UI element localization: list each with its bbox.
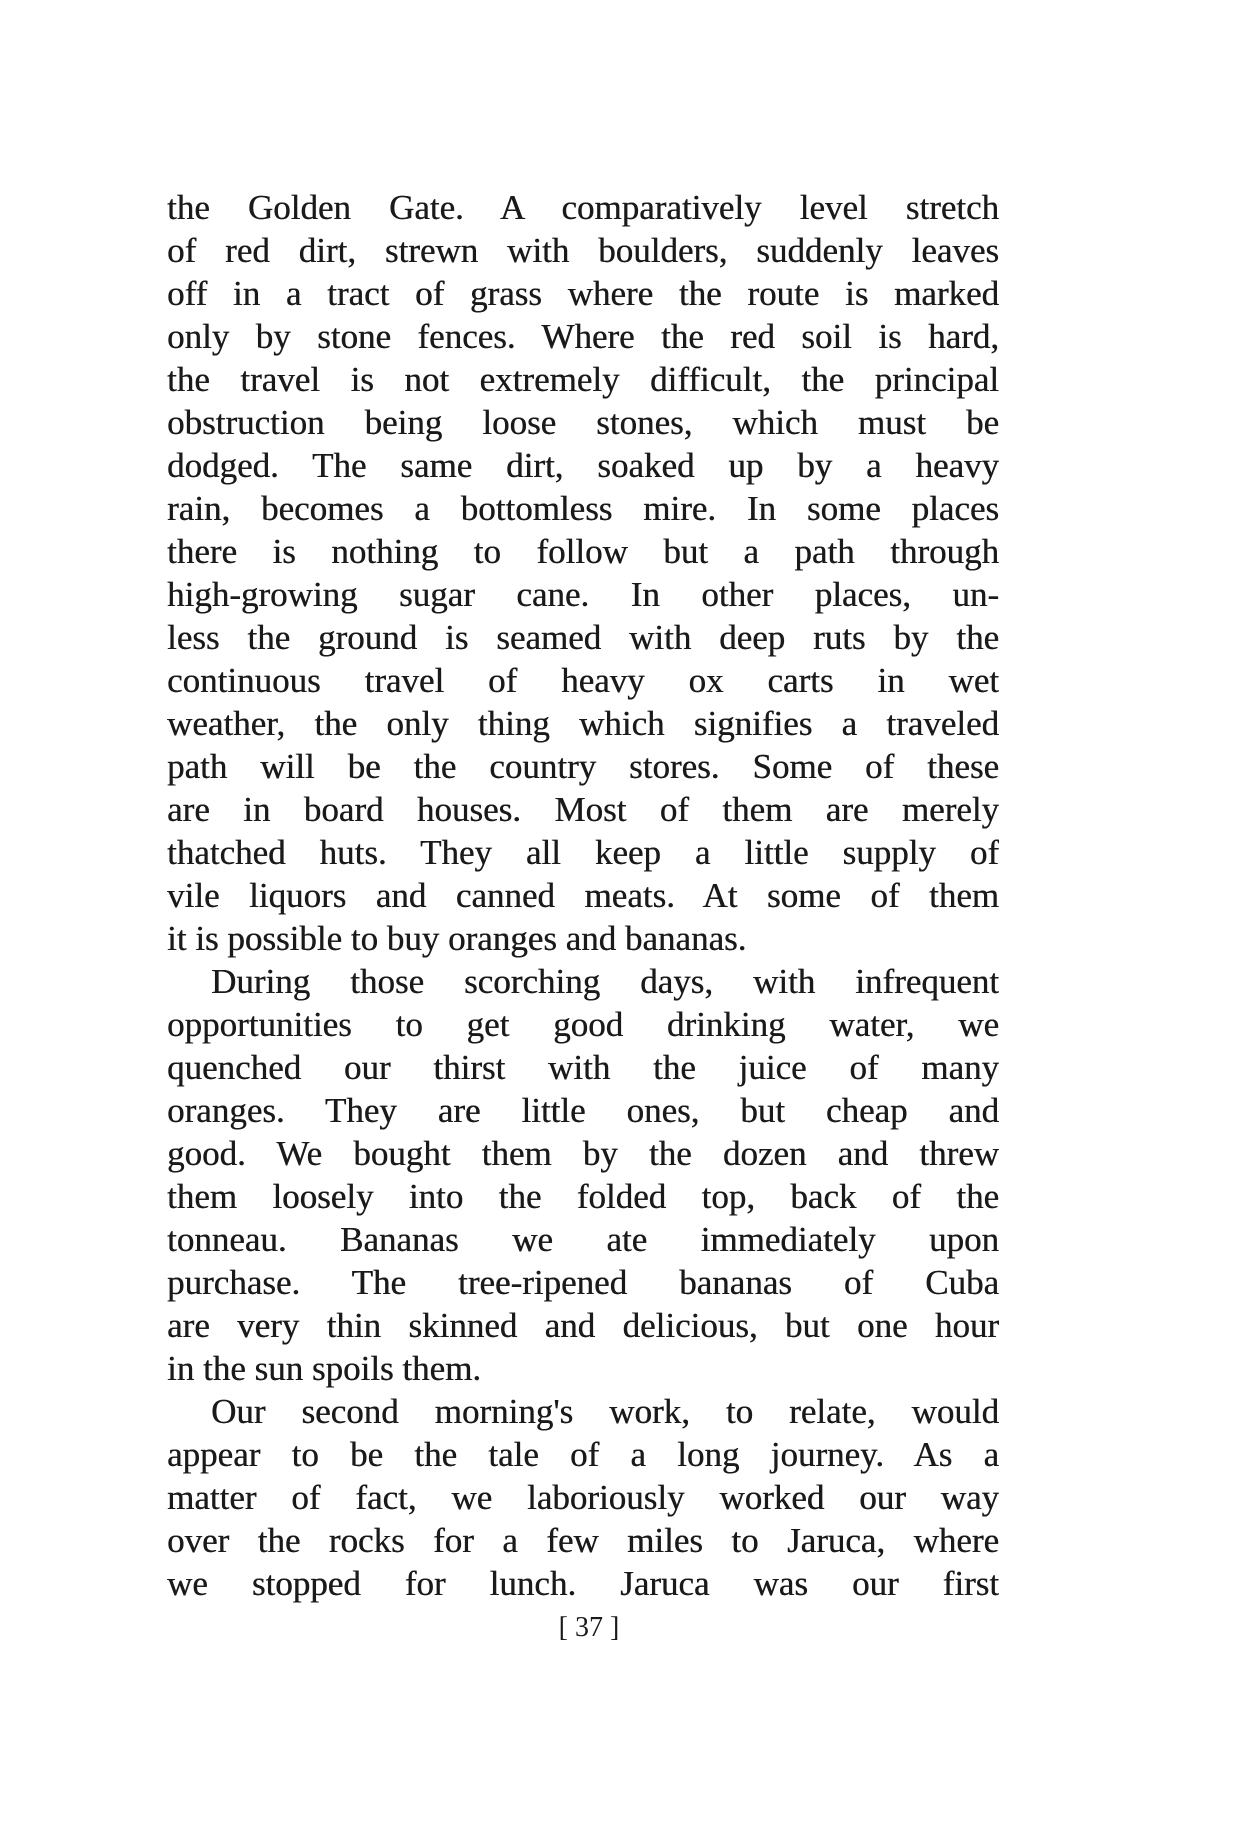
text-line: obstruction being loose stones, which must be	[167, 403, 999, 442]
text-line: purchase. The tree-ripened bananas of Cuba	[167, 1263, 999, 1302]
text-line: rain, becomes a bottomless mire. In some places	[167, 489, 999, 528]
text-line: vile liquors and canned meats. At some of them	[167, 876, 999, 915]
text-line: oranges. They are little ones, but cheap and	[167, 1091, 999, 1130]
text-line: continuous travel of heavy ox carts in wet	[167, 661, 999, 700]
text-line: the Golden Gate. A comparatively level stretch	[167, 188, 999, 227]
text-line: thatched huts. They all keep a little supply of	[167, 833, 999, 872]
page-body-text	[167, 186, 999, 1605]
text-line: them loosely into the folded top, back of the	[167, 1177, 999, 1216]
text-line: Our second morning's work, to relate, would	[211, 1392, 999, 1431]
text-line: there is nothing to follow but a path through	[167, 532, 999, 571]
text-line: During those scorching days, with infrequent	[211, 962, 999, 1001]
text-line: over the rocks for a few miles to Jaruca, where	[167, 1521, 999, 1560]
text-line: matter of fact, we laboriously worked our way	[167, 1478, 999, 1517]
page-number: [ 37 ]	[558, 1612, 620, 1643]
paragraph	[167, 186, 999, 960]
text-line: in the sun spoils them.	[167, 1349, 482, 1388]
text-line: appear to be the tale of a long journey. As a	[167, 1435, 999, 1474]
text-line: good. We bought them by the dozen and threw	[167, 1134, 999, 1173]
text-line: are in board houses. Most of them are merely	[167, 790, 999, 829]
text-line: path will be the country stores. Some of these	[167, 747, 999, 786]
text-line: of red dirt, strewn with boulders, suddenly leaves	[167, 231, 999, 270]
text-line: only by stone fences. Where the red soil is hard,	[167, 317, 999, 356]
paragraph	[167, 1390, 999, 1605]
text-line: high-growing sugar cane. In other places, un-	[167, 575, 999, 614]
text-line: we stopped for lunch. Jaruca was our first	[167, 1564, 999, 1603]
text-line: weather, the only thing which signifies a traveled	[167, 704, 999, 743]
text-line: less the ground is seamed with deep ruts by the	[167, 618, 999, 657]
text-line: opportunities to get good drinking water, we	[167, 1005, 999, 1044]
text-line: the travel is not extremely difficult, the principal	[167, 360, 999, 399]
paragraph	[167, 960, 999, 1390]
text-line: tonneau. Bananas we ate immediately upon	[167, 1220, 999, 1259]
text-line: dodged. The same dirt, soaked up by a heavy	[167, 446, 999, 485]
text-line: are very thin skinned and delicious, but one hour	[167, 1306, 999, 1345]
text-line: quenched our thirst with the juice of many	[167, 1048, 999, 1087]
text-line: it is possible to buy oranges and bananas.	[167, 919, 747, 958]
text-line: off in a tract of grass where the route is marked	[167, 274, 999, 313]
